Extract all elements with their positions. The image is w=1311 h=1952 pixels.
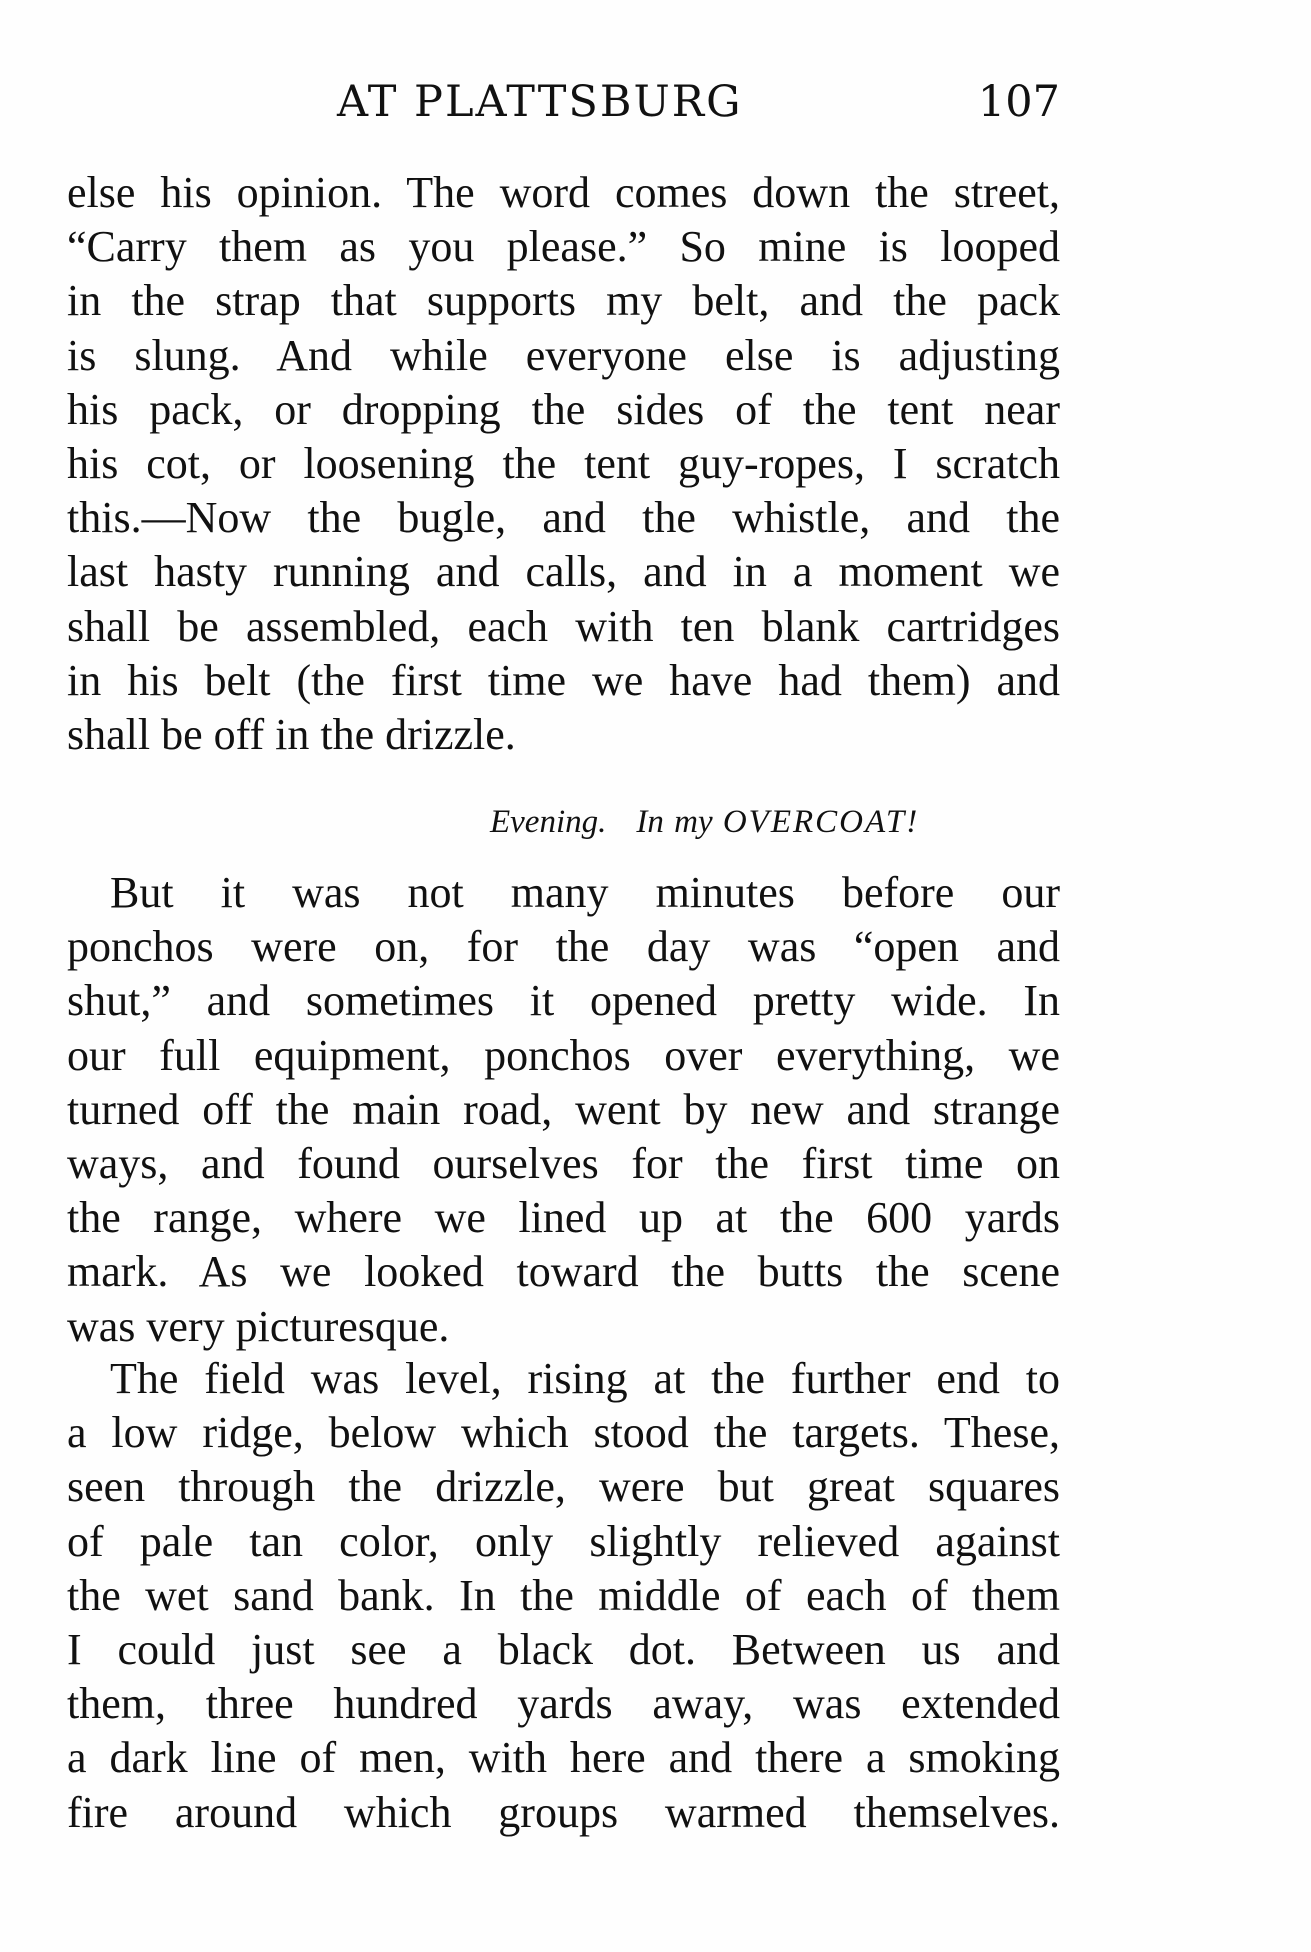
text-line: last hasty running and calls, and in a moment we (67, 547, 1060, 597)
page-number: 107 (977, 77, 1060, 127)
dateline-emphasis: OVERCOAT! (722, 804, 920, 840)
text-line: the wet sand bank. In the middle of each of them (67, 1570, 1060, 1620)
text-line: I could just see a black dot. Between us and (67, 1624, 1060, 1674)
running-title: AT PLATTSBURG (337, 77, 743, 127)
text-line: is slung. And while everyone else is adjusting (67, 330, 1060, 380)
text-line: his cot, or loosening the tent guy-ropes, I scratch (67, 438, 1060, 488)
text-line: turned off the main road, went by new and strange (67, 1084, 1060, 1134)
text-line: shut,” and sometimes it opened pretty wide. In (67, 976, 1060, 1026)
text-line: “Carry them as you please.” So mine is looped (67, 222, 1060, 272)
paragraph (67, 866, 1060, 1354)
text-line: But it was not many minutes before our (110, 868, 1060, 917)
dateline (490, 800, 919, 844)
running-head (67, 72, 1060, 132)
text-line: was very picturesque. (67, 1301, 450, 1351)
text-line: a low ridge, below which stood the targets. These, (67, 1408, 1060, 1458)
dateline-time: Evening. (490, 804, 607, 840)
text-line: this.—Now the bugle, and the whistle, and the (67, 493, 1060, 543)
text-line: in the strap that supports my belt, and the pack (67, 276, 1060, 326)
paragraph-continued (67, 166, 1060, 762)
text-line: mark. As we looked toward the butts the scene (67, 1247, 1060, 1297)
text-line: seen through the drizzle, were but great squares (67, 1462, 1060, 1512)
text-line: else his opinion. The word comes down the street, (67, 168, 1060, 217)
text-line: them, three hundred yards away, was extended (67, 1679, 1060, 1729)
text-line: a dark line of men, with here and there a smoking (67, 1733, 1060, 1783)
text-line: in his belt (the first time we have had them) and (67, 655, 1060, 705)
text-line: The field was level, rising at the further end to (110, 1354, 1060, 1403)
text-line: the range, where we lined up at the 600 yards (67, 1193, 1060, 1243)
text-line: of pale tan color, only slightly relieved against (67, 1516, 1060, 1566)
text-line: shall be assembled, each with ten blank cartridges (67, 601, 1060, 651)
text-line: ponchos were on, for the day was “open and (67, 922, 1060, 972)
text-line: fire around which groups warmed themselves. (67, 1787, 1060, 1837)
text-line: ways, and found ourselves for the first time on (67, 1138, 1060, 1188)
text-line: his pack, or dropping the sides of the tent near (67, 384, 1060, 434)
text-line: shall be off in the drizzle. (67, 709, 516, 759)
text-line: our full equipment, ponchos over everything, we (67, 1030, 1060, 1080)
dateline-prefix: In my (636, 804, 723, 840)
paragraph (67, 1352, 1060, 1840)
